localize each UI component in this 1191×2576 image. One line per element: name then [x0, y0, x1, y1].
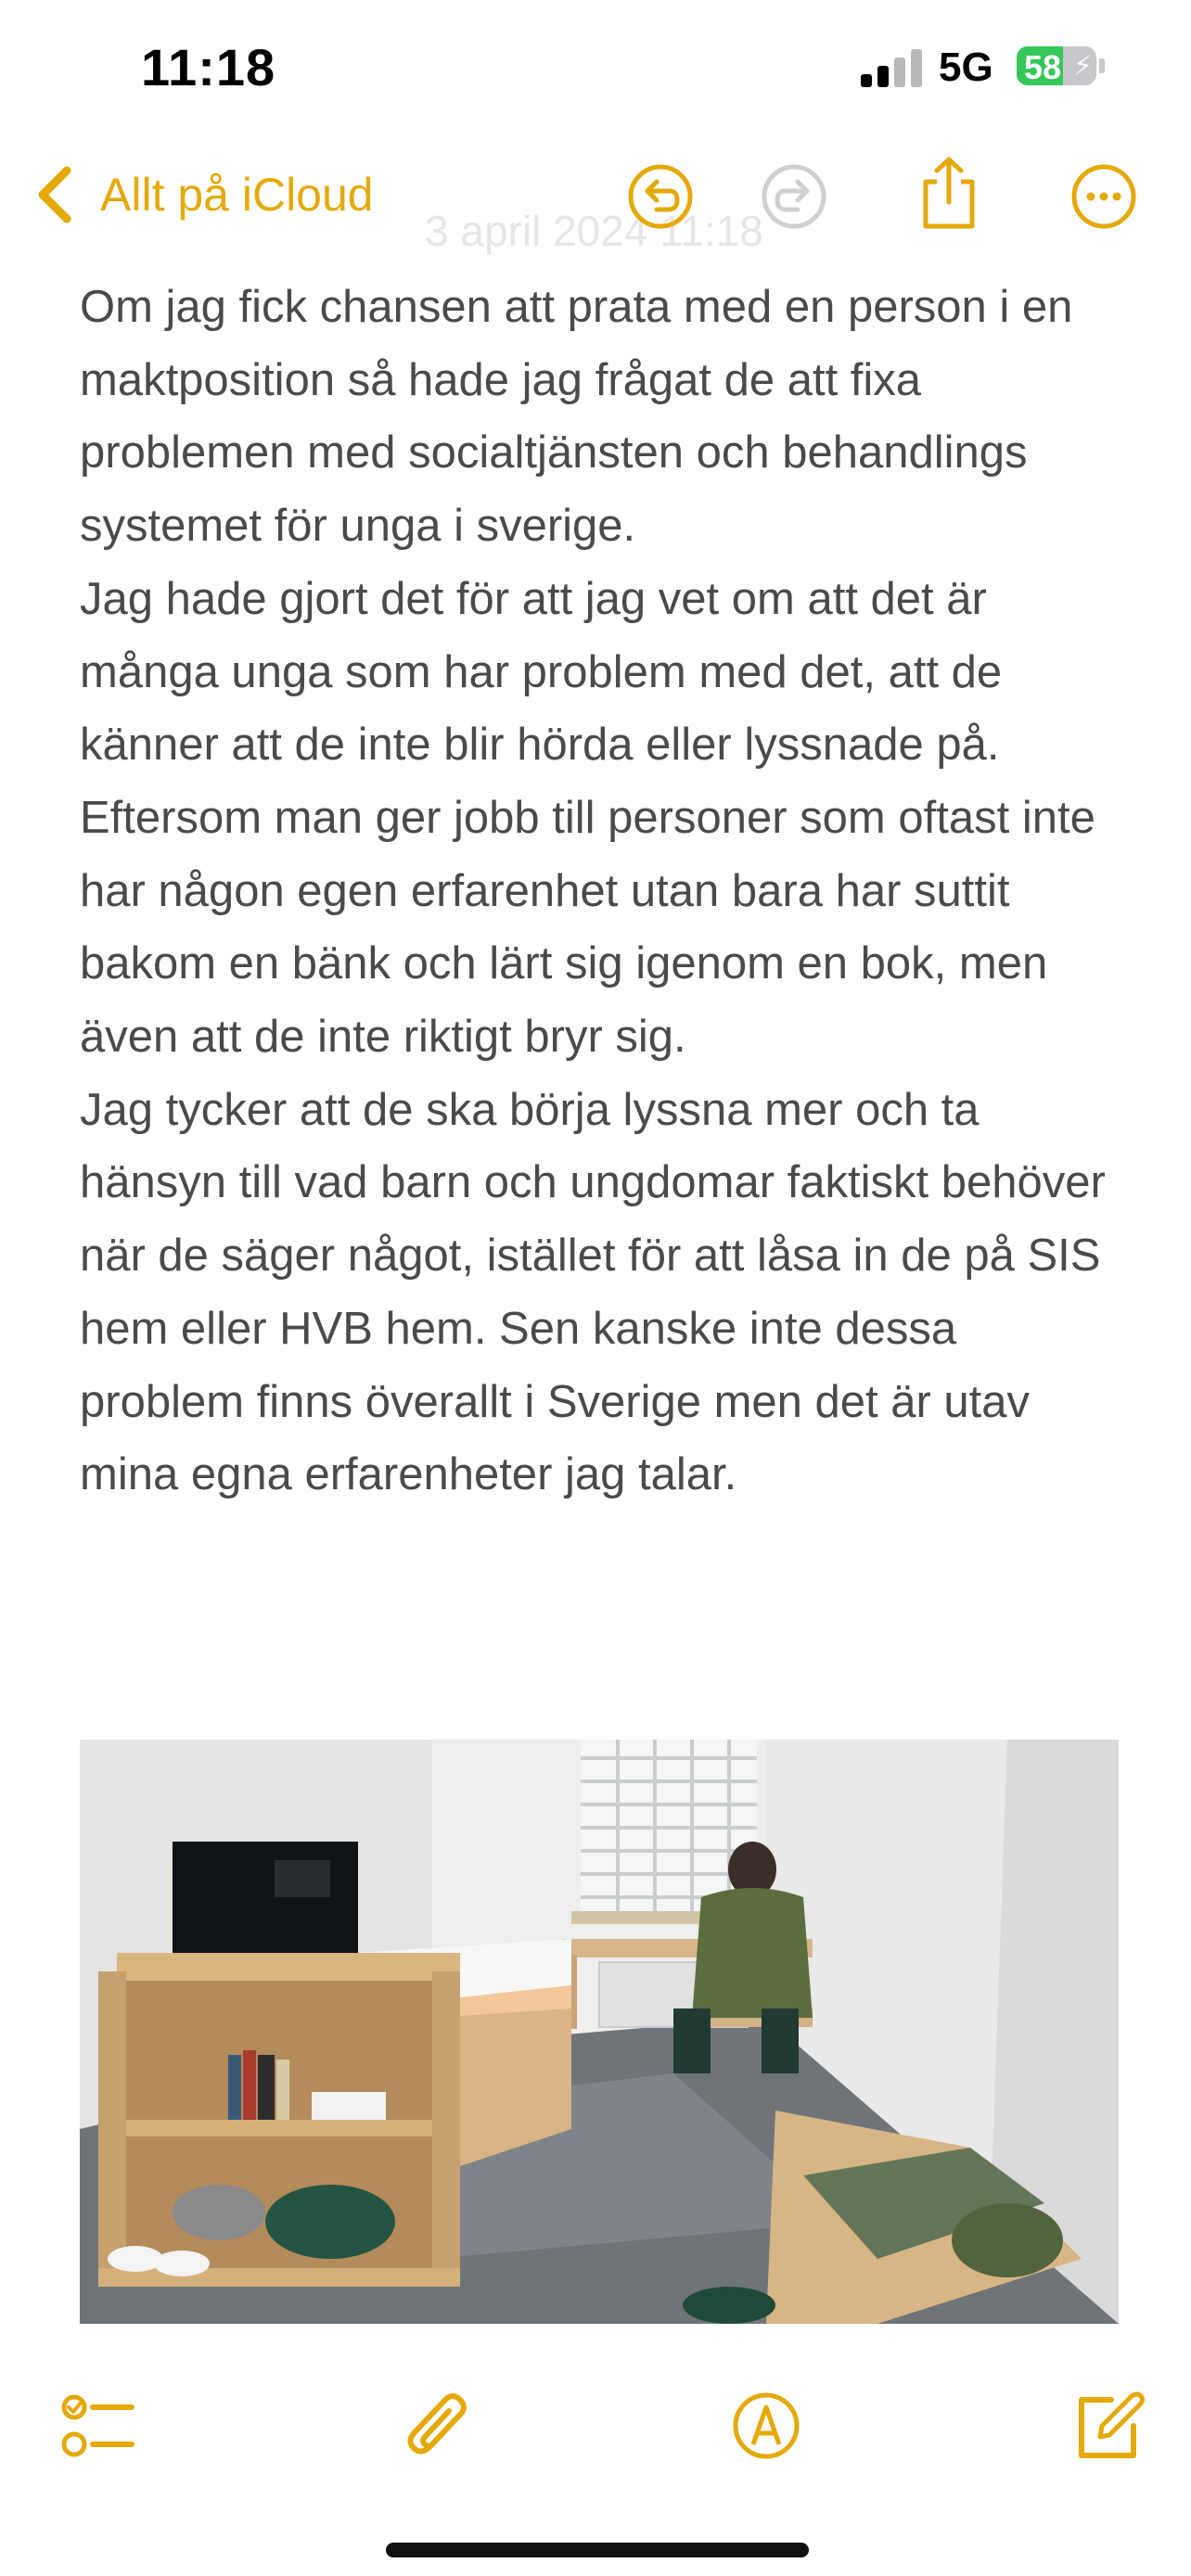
signal-bar — [861, 74, 872, 87]
battery-percent: 58 — [1024, 48, 1062, 85]
chevron-left-icon — [33, 165, 76, 224]
markup-icon[interactable] — [731, 2391, 801, 2461]
checklist-icon[interactable] — [61, 2392, 135, 2459]
cellular-signal-icon — [861, 50, 924, 87]
note-paragraph: Jag hade gjort det för att jag vet om att det är många unga som har problem med det, att de känner att de inte blir hörda eller lyssnade på. Eftersom man ger jobb till personer som oftast inte har någon egen erfarenhet utan bara har suttit bakom en bänk och lärt sig igenom en bok, men även att de inte riktigt bryr sig. — [80, 573, 1095, 1063]
status-time: 11:18 — [141, 38, 276, 96]
charging-bolt-icon: ⚡ — [1072, 51, 1093, 82]
back-button[interactable] — [33, 165, 374, 224]
more-icon[interactable] — [1070, 163, 1137, 230]
battery-icon — [1017, 46, 1096, 85]
undo-icon[interactable] — [627, 163, 694, 230]
network-type: 5G — [939, 45, 993, 90]
signal-bar — [894, 57, 905, 87]
note-paragraph: Om jag fick chansen att prata med en person i en maktposition så hade jag frågat de att fixa problemen med socialtjänsten och behandlings systemet för unga i sverige. — [80, 282, 1073, 552]
share-icon[interactable] — [918, 154, 980, 232]
attachment-icon[interactable] — [403, 2389, 473, 2463]
note-body[interactable] — [80, 271, 1128, 1511]
signal-bar — [911, 49, 922, 87]
home-indicator[interactable] — [386, 2543, 809, 2557]
redo-icon[interactable] — [761, 163, 827, 230]
note-paragraph: Jag tycker att de ska börja lyssna mer och ta hänsyn till vad barn och ungdomar faktiskt behöver när de säger något, istället för att låsa in de på SIS hem eller HVB hem. Sen kanske inte dessa problem finns överallt i Sverige men det är utav mina egna erfarenheter jag talar. — [80, 1084, 1106, 1500]
back-label: Allt på iCloud — [100, 169, 374, 221]
note-date-watermark: 3 april 2024 11:18 — [425, 207, 763, 255]
note-image-attachment[interactable] — [80, 1740, 1119, 2324]
signal-bar — [877, 66, 889, 87]
compose-icon[interactable] — [1070, 2389, 1145, 2463]
battery-nub — [1099, 58, 1105, 73]
